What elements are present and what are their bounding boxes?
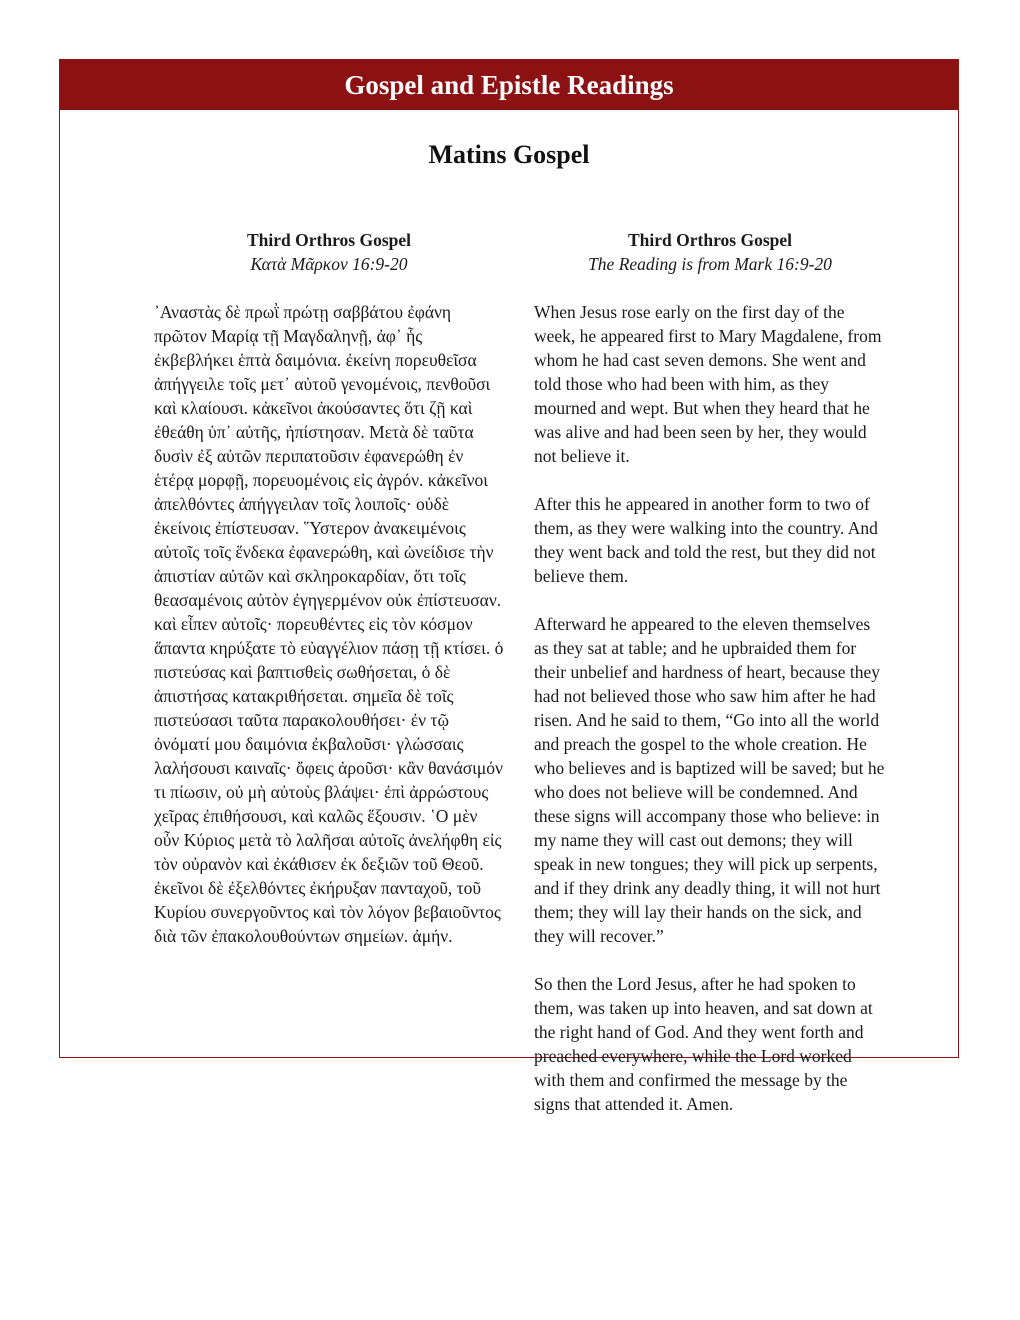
greek-paragraph: ᾿Αναστὰς δὲ πρωῒ πρώτῃ σαββάτου ἐφάνη πρῶτον Μαρίᾳ τῇ Μαγδαληνῇ, ἀφ᾿ ἧς ἐκβεβλήκει ἑπτὰ δαιμόνια. ἐκείνη πορευθεῖσα ἀπήγγειλε τοῖς μετ᾿ αὐτοῦ γενομένοις, πενθοῦσι καὶ κλαίουσι. κἀκεῖνοι ἀκούσαντες ὅτι ζῇ καὶ ἐθεάθη ὑπ᾿ αὐτῆς, ἠπίστησαν. Μετὰ δὲ ταῦτα δυσὶν ἐξ αὐτῶν περιπατοῦσιν ἐφανερώθη ἐν ἑτέρᾳ μορφῇ, πορευομένοις εἰς ἀγρόν. κἀκεῖνοι ἀπελθόντες ἀπήγγειλαν τοῖς λοιποῖς· οὐδὲ ἐκείνοις ἐπίστευσαν. ῞Υστερον ἀνακειμένοις αὐτοῖς τοῖς ἕνδεκα ἐφανερώθη, καὶ ὠνείδισε τὴν ἀπιστίαν αὐτῶν καὶ σκληροκαρδίαν, ὅτι τοῖς θεασαμένοις αὐτὸν ἐγηγερμένον οὐκ ἐπίστευσαν. καὶ εἶπεν αὐτοῖς· πορευθέντες εἰς τὸν κόσμον ἅπαντα κηρύξατε τὸ εὐαγγέλιον πάσῃ τῇ κτίσει. ὁ πιστεύσας καὶ βαπτισθεὶς σωθήσεται, ὁ δὲ ἀπιστήσας κατακριθήσεται. σημεῖα δὲ τοῖς πιστεύσασι ταῦτα παρακολουθήσει· ἐν τῷ ὀνόματί μου δαιμόνια ἐκβαλοῦσι· γλώσσαις λαλήσουσι καιναῖς· ὄφεις ἀροῦσι· κἂν θανάσιμόν τι πίωσιν, οὐ μὴ αὐτοὺς βλάψει· ἐπὶ ἀρρώστους χεῖρας ἐπιθήσουσι, καὶ καλῶς ἕξουσιν. ῾Ο μὲν οὖν Κύριος μετὰ τὸ λαλῆσαι αὐτοῖς ἀνελήφθη εἰς τὸν οὐρανὸν καὶ ἐκάθισεν ἐκ δεξιῶν τοῦ Θεοῦ. ἐκεῖνοι δὲ ἐξελθόντες ἐκήρυξαν πανταχοῦ, τοῦ Κυρίου συνεργοῦντος καὶ τὸν λόγον βεβαιοῦντος διὰ τῶν ἐπακολουθούντων σημείων. ἀμήν. <box>154 302 504 946</box>
greek-heading: Third Orthros Gospel <box>246 230 411 250</box>
english-column <box>534 228 886 1140</box>
english-paragraph: So then the Lord Jesus, after he had spoken to them, was taken up into heaven, and sat down at the right hand of God. And they went forth and preached everywhere, while the Lord worked with them and confirmed the message by the signs that attended it. Amen. <box>534 974 873 1114</box>
greek-text <box>154 300 504 948</box>
english-paragraph: After this he appeared in another form to two of them, as they were walking into the country. And they went back and told the rest, but they did not believe them. <box>534 494 878 586</box>
page-frame <box>59 59 959 1114</box>
banner-title: Gospel and Epistle Readings <box>60 60 958 110</box>
greek-column <box>154 228 504 972</box>
section-title: Matins Gospel <box>428 140 590 169</box>
english-heading: Third Orthros Gospel <box>627 230 792 250</box>
english-column-header <box>534 228 886 276</box>
english-paragraph: Afterward he appeared to the eleven themselves as they sat at table; and he upbraided them for their unbelief and hardness of heart, because they had not believed those who saw him after he had risen. And he said to them, “Go into all the world and preach the gospel to the whole creation. He who believes and is baptized will be saved; but he who does not believe will be condemned. And these signs will accompany those who believe: in my name they will cast out demons; they will speak in new tongues; they will pick up serpents, and if they drink any deadly thing, it will not hurt them; they will lay their hands on the sick, and they will recover.” <box>534 614 885 946</box>
english-text <box>534 300 886 1116</box>
english-reference: The Reading is from Mark 16:9-20 <box>588 254 832 274</box>
greek-column-header <box>154 228 504 276</box>
greek-reference: Κατὰ Μᾶρκον 16:9-20 <box>250 254 408 274</box>
english-paragraph: When Jesus rose early on the first day of the week, he appeared first to Mary Magdalene, from whom he had cast seven demons. She went and told those who had been with him, as they mourned and wept. But when they heard that he was alive and had been seen by her, they would not believe it. <box>534 302 882 466</box>
